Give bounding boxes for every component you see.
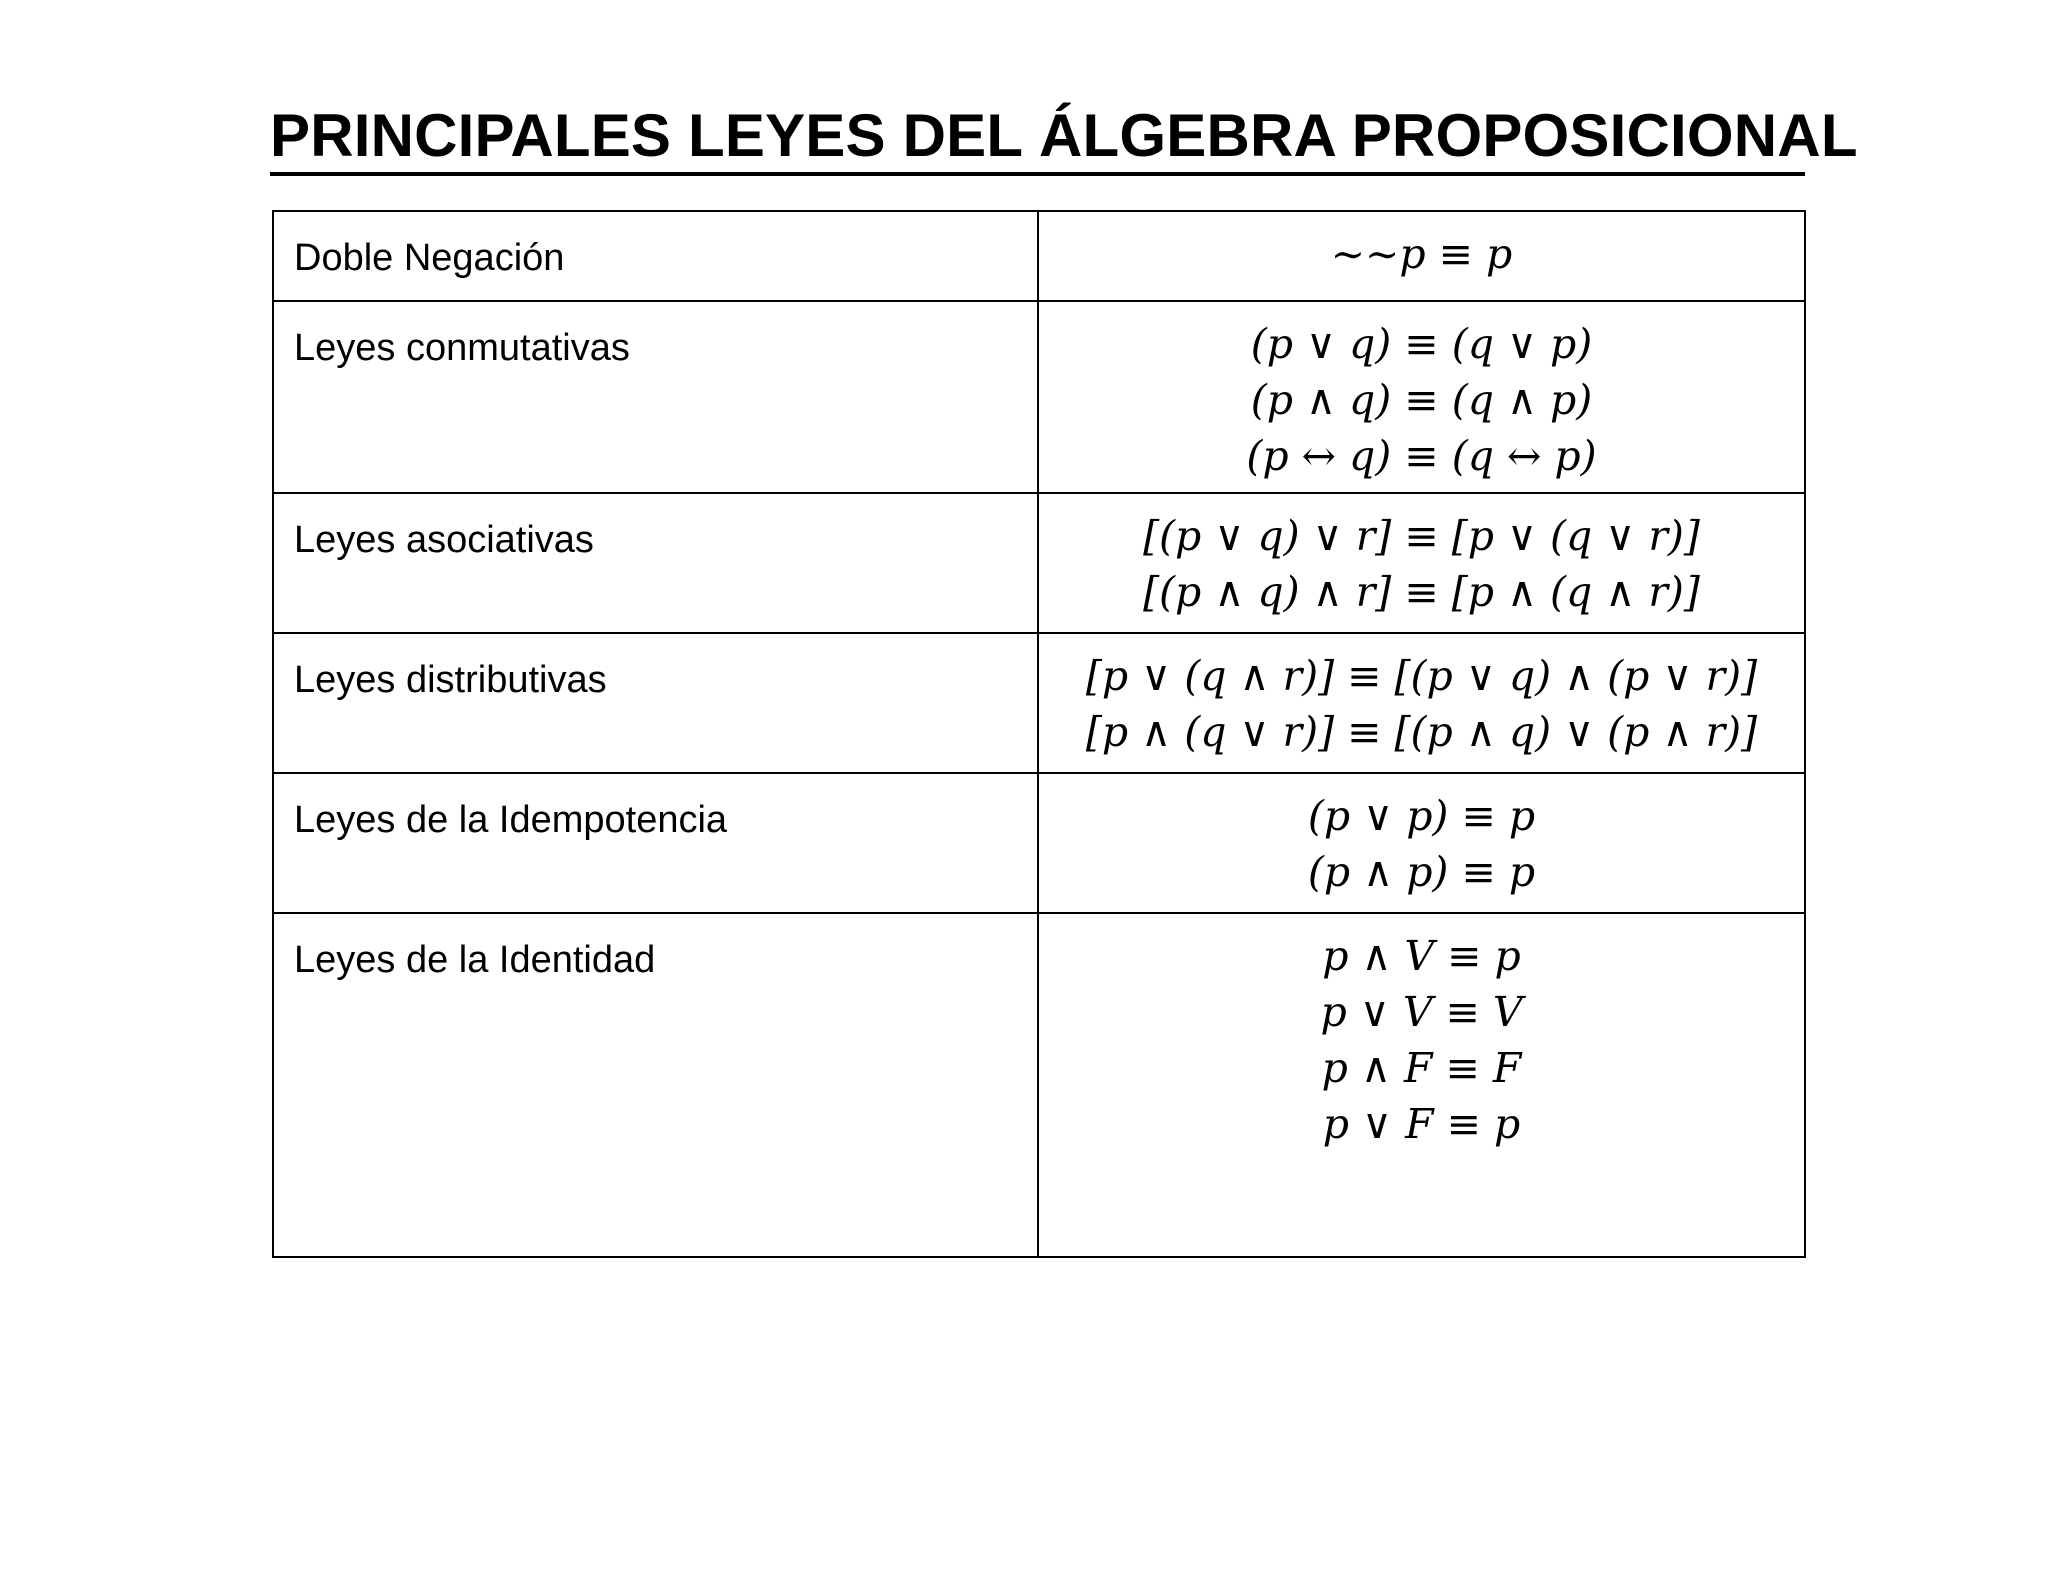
law-name-cell: Leyes distributivas [273,633,1038,773]
formula: p ∨ V ≡ V [1320,988,1523,1036]
laws-table [272,210,1806,1258]
formula: (p ∨ q) ≡ (q ∨ p) [1250,320,1593,368]
law-name-cell: Leyes de la Idempotencia [273,773,1038,913]
formula: ∼∼p ≡ p [1330,230,1513,278]
table-row [273,633,1805,773]
law-formula-cell [1038,913,1805,1257]
page-title: PRINCIPALES LEYES DEL ÁLGEBRA PROPOSICIONAL [270,100,1805,176]
formula: [(p ∨ q) ∨ r] ≡ [p ∨ (q ∨ r)] [1143,512,1700,560]
formula: p ∧ V ≡ p [1322,932,1521,980]
law-formula-cell [1038,211,1805,301]
law-formula-cell [1038,301,1805,493]
table-row [273,773,1805,913]
table-row [273,913,1805,1257]
formula: (p ∧ q) ≡ (q ∧ p) [1250,376,1593,424]
formula: [p ∧ (q ∨ r)] ≡ [(p ∧ q) ∨ (p ∧ r)] [1085,708,1758,756]
formula: (p ∧ p) ≡ p [1307,848,1536,896]
formula: (p ∨ p) ≡ p [1307,792,1536,840]
law-formula-cell [1038,633,1805,773]
law-formula-cell [1038,493,1805,633]
table-row [273,301,1805,493]
law-name-cell: Leyes asociativas [273,493,1038,633]
law-formula-cell [1038,773,1805,913]
table-row [273,493,1805,633]
law-name-cell: Doble Negación [273,211,1038,301]
formula: [(p ∧ q) ∧ r] ≡ [p ∧ (q ∧ r)] [1143,568,1700,616]
table-row [273,211,1805,301]
formula: (p ↔ q) ≡ (q ↔ p) [1246,432,1597,480]
law-name-cell: Leyes de la Identidad [273,913,1038,1257]
formula: [p ∨ (q ∧ r)] ≡ [(p ∨ q) ∧ (p ∨ r)] [1085,652,1758,700]
formula: p ∨ F ≡ p [1322,1100,1521,1148]
formula: p ∧ F ≡ F [1321,1044,1522,1092]
law-name-cell: Leyes conmutativas [273,301,1038,493]
